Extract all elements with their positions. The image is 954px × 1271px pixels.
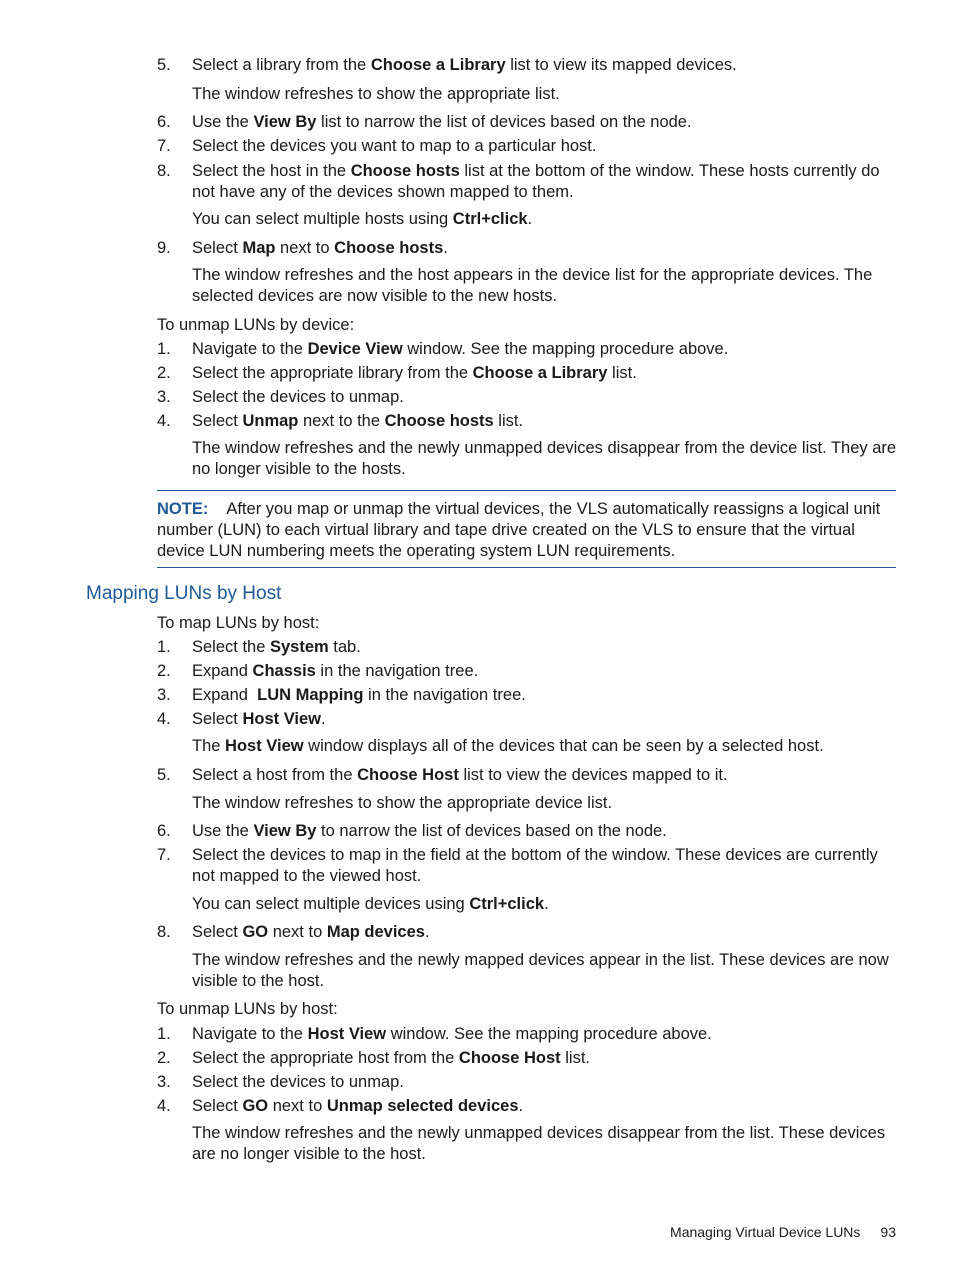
procedure-intro: To map LUNs by host: xyxy=(157,614,320,632)
step-note: The Host View window displays all of the devices that can be seen by a selected host. xyxy=(192,737,824,755)
step-note: You can select multiple devices using Ctrl+click. xyxy=(192,895,549,913)
step-navigate-host-view: 1. Navigate to the Host View window. See the mapping procedure above. xyxy=(157,1025,712,1043)
step-view-by: 6. Use the View By to narrow the list of devices based on the node. xyxy=(157,822,667,840)
step-select-go-map: 8. Select GO next to Map devices. xyxy=(157,923,430,941)
step-select-devices: 7. Select the devices you want to map to a particular host. xyxy=(157,137,597,155)
note-text: After you map or unmap the virtual devices, the VLS automatically reassigns a logical unit number (LUN) to each virtual library and tape drive created on the VLS to ensure that the virtual device LUN numbering meets the operating system LUN requirements. xyxy=(157,500,881,560)
step-note: The window refreshes to show the appropriate list. xyxy=(192,85,560,103)
step-view-by: 6. Use the View By list to narrow the list of devices based on the node. xyxy=(157,113,692,131)
step-select-host: 8. Select the host in the Choose hosts list at the bottom of the window. These hosts currently do not have any of the devices shown mapped to them. xyxy=(157,162,880,201)
procedure-intro: To unmap LUNs by host: xyxy=(157,1000,338,1018)
step-note: The window refreshes and the newly mapped devices appear in the list. These devices are now visible to the host. xyxy=(192,951,889,990)
step-select-system-tab: 1. Select the System tab. xyxy=(157,638,361,656)
step-note: You can select multiple hosts using Ctrl+click. xyxy=(192,210,533,228)
procedure-intro: To unmap LUNs by device: xyxy=(157,316,355,334)
step-expand-lun-mapping: 3. Expand LUN Mapping in the navigation tree. xyxy=(157,686,526,704)
step-select-host: 5. Select a host from the Choose Host list to view the devices mapped to it. xyxy=(157,766,728,784)
step-select-map: 9. Select Map next to Choose hosts. xyxy=(157,239,448,257)
step-select-host-view: 4. Select Host View. xyxy=(157,710,326,728)
step-navigate-device-view: 1. Navigate to the Device View window. See the mapping procedure above. xyxy=(157,340,729,358)
footer-title: Managing Virtual Device LUNs xyxy=(670,1224,861,1240)
step-note: The window refreshes and the newly unmapped devices disappear from the list. These devices are no longer visible to the host. xyxy=(192,1124,886,1163)
section-heading: Mapping LUNs by Host xyxy=(86,583,282,604)
step-note: The window refreshes to show the appropriate device list. xyxy=(192,794,613,812)
page-footer xyxy=(600,1222,896,1242)
step-select-unmap: 4. Select Unmap next to the Choose hosts list. xyxy=(157,412,524,430)
note-box xyxy=(157,490,896,568)
note-label: NOTE: xyxy=(157,500,209,518)
step-select-library: 5. Select a library from the Choose a Library list to view its mapped devices. xyxy=(157,56,737,74)
step-select-library: 2. Select the appropriate library from the Choose a Library list. xyxy=(157,364,637,382)
step-select-devices: 7. Select the devices to map in the field at the bottom of the window. These devices are currently not mapped to the viewed host. xyxy=(157,846,878,885)
step-note: The window refreshes and the newly unmapped devices disappear from the device list. They are no longer visible to the hosts. xyxy=(192,439,897,478)
step-expand-chassis: 2. Expand Chassis in the navigation tree. xyxy=(157,662,479,680)
step-note: The window refreshes and the host appears in the device list for the appropriate devices. The selected devices are now visible to the new hosts. xyxy=(192,266,873,305)
step-select-devices: 3. Select the devices to unmap. xyxy=(157,388,404,406)
step-select-devices: 3. Select the devices to unmap. xyxy=(157,1073,404,1091)
step-select-host: 2. Select the appropriate host from the Choose Host list. xyxy=(157,1049,591,1067)
step-select-go-unmap: 4. Select GO next to Unmap selected devices. xyxy=(157,1097,524,1115)
page-number: 93 xyxy=(880,1224,896,1240)
